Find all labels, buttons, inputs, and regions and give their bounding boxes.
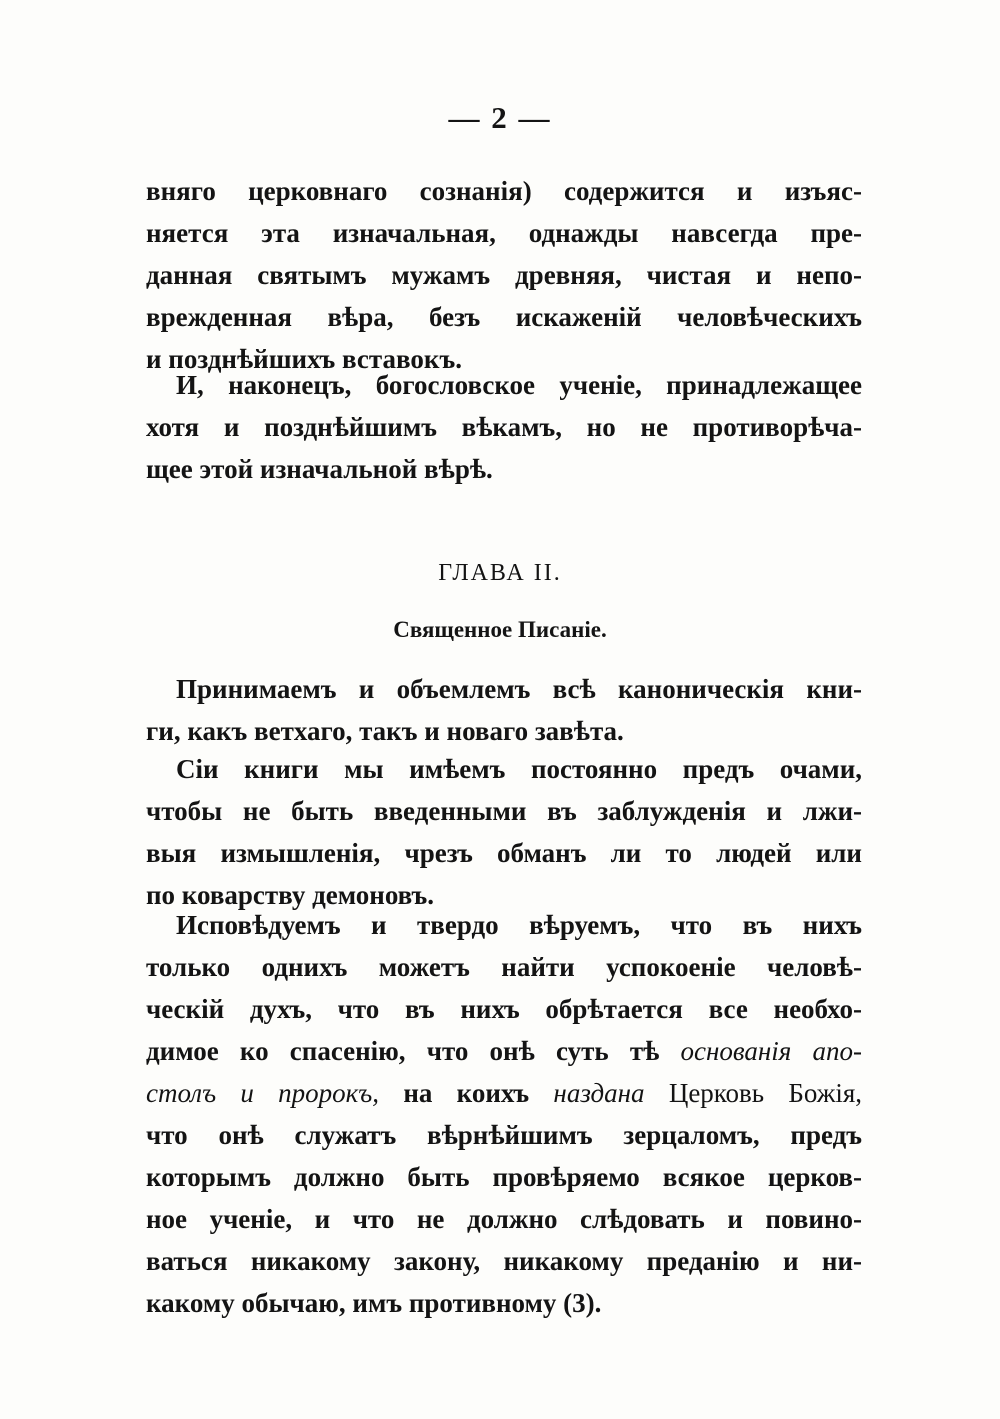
- text-line: ческій духъ, что въ нихъ обрѣтается все необхо-: [146, 994, 862, 1024]
- text-line: И, наконецъ, богословское ученіе, принадлежащее: [176, 370, 862, 400]
- text-line: данная святымъ мужамъ древняя, чистая и непо-: [146, 260, 862, 290]
- text-segment: какому обычаю, имъ противному: [146, 1288, 557, 1318]
- text-line: ное ученіе, и что не должно слѣдовать и повино-: [146, 1204, 862, 1234]
- text-line: вняго церковнаго сознанія) содержится и изъяс-: [146, 176, 862, 206]
- text-segment: на коихъ: [403, 1078, 530, 1108]
- text-line: щее этой изначальной вѣрѣ.: [146, 454, 493, 484]
- text-line: врежденная вѣра, безъ искаженій человѣческихъ: [146, 302, 862, 332]
- paragraph-4: [146, 748, 862, 916]
- italic-phrase: столъ и пророкъ,: [146, 1078, 380, 1108]
- paragraph-5: [146, 904, 862, 1324]
- paragraph-3: [146, 668, 862, 752]
- text-line-mixed: [146, 1072, 862, 1114]
- text-line: ваться никакому закону, никакому преданію и ни-: [146, 1246, 862, 1276]
- text-line: хотя и позднѣйшимъ вѣкамъ, но не противорѣча-: [146, 412, 862, 442]
- footnote-reference: (3).: [563, 1288, 602, 1318]
- paragraph-2: [146, 364, 862, 490]
- text-line: только однихъ можетъ найти успокоеніе человѣ-: [146, 952, 862, 982]
- text-segment: димое ко спасенію, что онѣ суть тѣ: [146, 1036, 660, 1066]
- italic-phrase: наздана: [553, 1078, 645, 1108]
- page-number: — 2 —: [448, 100, 552, 135]
- text-line-mixed: [146, 1030, 862, 1072]
- text-line: и позднѣйшихъ вставокъ.: [146, 344, 462, 374]
- text-line: няется эта изначальная, однажды навсегда пре-: [146, 218, 862, 248]
- chapter-heading: ГЛАВА II.: [438, 560, 562, 586]
- italic-phrase: основанія апо-: [680, 1036, 863, 1066]
- text-line: Исповѣдуемъ и твердо вѣруемъ, что въ нихъ: [176, 910, 862, 940]
- text-segment: Церковь Божія,: [668, 1078, 863, 1108]
- text-line: Сіи книги мы имѣемъ постоянно предъ очами,: [176, 754, 862, 784]
- text-line: выя измышленія, чрезъ обманъ ли то людей или: [146, 838, 862, 868]
- text-line-mixed: [146, 1282, 862, 1324]
- text-line: чтобы не быть введенными въ заблужденія и лжи-: [146, 796, 862, 826]
- paragraph-1: [146, 170, 862, 380]
- section-title: Священное Писаніе.: [393, 617, 607, 642]
- text-line: что онѣ служатъ вѣрнѣйшимъ зерцаломъ, предъ: [146, 1120, 862, 1150]
- text-line: которымъ должно быть провѣряемо всякое церков-: [146, 1162, 862, 1192]
- text-line: ги, какъ ветхаго, такъ и новаго завѣта.: [146, 716, 624, 746]
- text-line: по коварству демоновъ.: [146, 880, 435, 910]
- text-line: Принимаемъ и объемлемъ всѣ каноническія кни-: [176, 674, 862, 704]
